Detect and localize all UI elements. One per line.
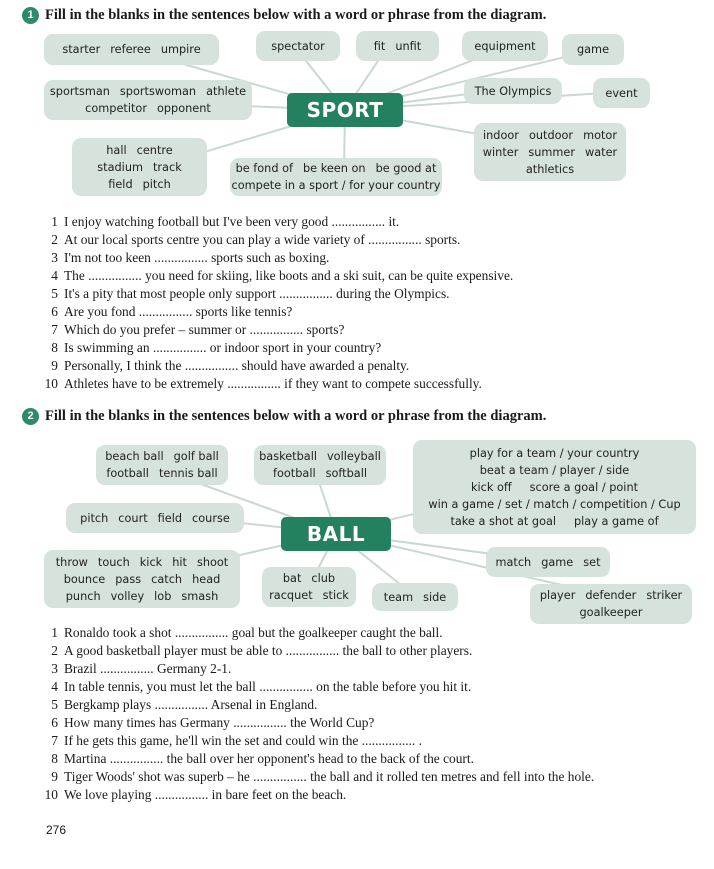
word-pitch: pitch [142, 177, 171, 191]
word-basketball: basketball [259, 450, 317, 463]
word-kick: kick [139, 555, 163, 569]
sentence-number: 8 [51, 340, 58, 355]
word-volleyball: volleyball [326, 450, 381, 463]
word-game: game [576, 43, 610, 56]
word-tennis-ball: tennis ball [158, 467, 218, 480]
sentence-text: A good basketball player must be able to ................ the ball to other players. [64, 643, 473, 658]
word-punch: punch [65, 589, 101, 603]
word-court: court [118, 511, 148, 525]
sentence-number: 2 [51, 232, 58, 247]
word-umpire: umpire [160, 43, 201, 56]
sentence-text: I'm not too keen ................ sports such as boxing. [64, 250, 330, 265]
phrase-be-keen-on: be keen on [303, 162, 366, 175]
sentence [44, 679, 471, 695]
sentence-text: The ................ you need for skiing, like boots and a ski suit, can be quite expensive. [64, 268, 514, 283]
word-team: team [383, 590, 414, 604]
exercise-1-heading [22, 7, 546, 24]
word-beach-ball: beach ball [105, 450, 164, 463]
sentence [44, 643, 472, 659]
sentence-text: Is swimming an ................ or indoor sport in your country? [64, 340, 382, 355]
sentence-number: 10 [44, 376, 58, 391]
word-course: course [192, 511, 230, 525]
sentence [44, 286, 450, 302]
phrase-be-fond-of: be fond of [235, 162, 293, 175]
word-summer: summer [528, 145, 576, 159]
word-stick: stick [322, 589, 349, 602]
word-water: water [585, 145, 618, 159]
sentence [44, 751, 474, 767]
word-equipment: equipment [474, 39, 536, 53]
sentence-text: Bergkamp plays ................ Arsenal in England. [64, 697, 318, 712]
word-hall: hall [106, 143, 127, 157]
word-softball: softball [325, 467, 367, 480]
sentence-text: If he gets this game, he'll win the set and could win the ................ . [64, 733, 422, 748]
word-motor: motor [583, 128, 617, 142]
sentence-text: Ronaldo took a shot ................ goal but the goalkeeper caught the ball. [64, 625, 443, 640]
sentence-text: Athletes have to be extremely ................ if they want to compete successfully. [64, 376, 482, 391]
sentence [44, 250, 329, 266]
word-set: set [583, 555, 601, 569]
sentence-text: Personally, I think the ................ should have awarded a penalty. [64, 358, 410, 373]
sentence [44, 733, 422, 749]
sentence [44, 769, 594, 785]
word-bat: bat [282, 572, 302, 585]
sport-diagram [44, 30, 696, 200]
sentence [44, 232, 460, 248]
word-track: track [152, 160, 182, 174]
word-racquet: racquet [269, 589, 313, 602]
sentence [44, 358, 409, 374]
word-starter: starter [62, 43, 101, 56]
phrase-win-a-game: win a game / set / match / competition / Cup [428, 497, 681, 511]
word-match: match [495, 555, 532, 569]
ball-team-box [372, 583, 458, 611]
sentence-number: 6 [51, 715, 58, 730]
phrase-be-good-at: be good at [375, 162, 437, 175]
sentence-number: 5 [51, 286, 58, 301]
word-spectator: spectator [271, 39, 325, 53]
ball-players-box [530, 584, 692, 624]
word-goalkeeper: goalkeeper [579, 606, 643, 619]
sentence-number: 2 [51, 643, 58, 658]
word-football: football [106, 467, 149, 480]
exercise-2-instruction: Fill in the blanks in the sentences below with a word or phrase from the diagram. [45, 408, 547, 424]
word-football: football [273, 467, 316, 480]
sentence [44, 697, 317, 713]
word-game: game [541, 555, 574, 569]
event-box [593, 78, 650, 108]
sentence [44, 715, 374, 731]
venues-box [72, 138, 207, 196]
word-club: club [311, 572, 336, 585]
word-catch: catch [151, 572, 183, 586]
word-striker: striker [646, 589, 683, 602]
phrase-play-for-a-team: play for a team / your country [469, 446, 640, 460]
sentence-text: Which do you prefer – summer or ................ sports? [64, 322, 345, 337]
phrase-take-a-shot: take a shot at goal play a game of [450, 514, 659, 528]
phrases-box [230, 158, 442, 196]
ball-places-box [66, 503, 244, 533]
sentence-number: 4 [51, 268, 58, 283]
word-volley: volley [110, 589, 145, 603]
word-athletics: athletics [525, 162, 575, 176]
sentence-number: 9 [51, 769, 58, 784]
equipment-box [462, 31, 548, 61]
word-shoot: shoot [196, 555, 229, 569]
phrase-beat-a-team: beat a team / player / side [479, 463, 630, 477]
word-sportsman: sportsman [49, 85, 110, 98]
ball-actions-box [44, 550, 240, 608]
sentence-number: 10 [44, 787, 58, 802]
sentence-number: 8 [51, 751, 58, 766]
sentence [44, 787, 346, 803]
word-lob: lob [154, 589, 172, 603]
exercise-2-heading [22, 408, 546, 425]
word-field: field [108, 177, 133, 191]
sentence-text: We love playing ................ in bare feet on the beach. [64, 787, 347, 802]
sport-hub: SPORT [287, 93, 403, 127]
word-competitor: competitor [85, 102, 147, 115]
word-event: event [605, 86, 638, 100]
sentence-text: Brazil ................ Germany 2-1. [64, 661, 232, 676]
sentence [44, 322, 344, 338]
sentence-text: It's a pity that most people only support ................ during the Olympics. [64, 286, 450, 301]
word-head: head [192, 572, 221, 586]
fitness-box [356, 31, 439, 61]
word-pitch: pitch [80, 511, 109, 525]
sentence [44, 625, 443, 641]
ball-sports-box [254, 445, 386, 485]
exercise-1-number: 1 [22, 7, 39, 24]
ball-hub: BALL [281, 517, 391, 551]
word-indoor: indoor [483, 128, 519, 142]
spectator-box [256, 31, 340, 61]
sentence-text: Are you fond ................ sports like tennis? [64, 304, 293, 319]
ball-types-box [96, 445, 228, 485]
word-opponent: opponent [156, 102, 211, 115]
word-touch: touch [97, 555, 130, 569]
sentence [44, 340, 381, 356]
word-unfit: unfit [395, 39, 422, 53]
sentence [44, 268, 513, 284]
word-throw: throw [55, 555, 88, 569]
ball-phrases-box [413, 440, 696, 534]
officials-box [44, 34, 219, 65]
sentence-number: 7 [51, 733, 58, 748]
phrase-compete-in: compete in a sport / for your country [231, 179, 441, 192]
sentence-text: I enjoy watching football but I've been very good ................ it. [64, 214, 400, 229]
word-defender: defender [585, 589, 637, 602]
word-side: side [423, 590, 447, 604]
sentence [44, 661, 231, 677]
exercise-1-instruction: Fill in the blanks in the sentences below with a word or phrase from the diagram. [45, 7, 547, 23]
sentence [44, 376, 482, 392]
ball-equipment-box [262, 567, 356, 607]
word-stadium: stadium [97, 160, 143, 174]
word-golf-ball: golf ball [173, 450, 219, 463]
word-winter: winter [482, 145, 519, 159]
sentence [44, 304, 292, 320]
word-fit: fit [373, 39, 386, 53]
participants-box [44, 80, 252, 120]
word-player: player [539, 589, 576, 602]
sentence-number: 9 [51, 358, 58, 373]
sentence-text: In table tennis, you must let the ball ................ on the table before you hit it. [64, 679, 472, 694]
sentence-number: 4 [51, 679, 58, 694]
game-box [562, 34, 624, 65]
sport-types-box [474, 123, 626, 181]
word-hit: hit [172, 555, 187, 569]
sentence-number: 3 [51, 661, 58, 676]
word-centre: centre [136, 143, 173, 157]
phrase-kick-off-score: kick off score a goal / point [470, 480, 639, 494]
word-pass: pass [115, 572, 142, 586]
word-sportswoman: sportswoman [119, 85, 197, 98]
sentence-number: 1 [51, 625, 58, 640]
sentence-text: Tiger Woods' shot was superb – he ................ the ball and it rolled ten metres and fell into the hole. [64, 769, 595, 784]
sentence-text: At our local sports centre you can play a wide variety of ................ sports. [64, 232, 461, 247]
sentence-text: Martina ................ the ball over her opponent's head to the back of the court. [64, 751, 474, 766]
word-smash: smash [181, 589, 219, 603]
word-referee: referee [110, 43, 151, 56]
sentence-number: 5 [51, 697, 58, 712]
word-athlete: athlete [206, 85, 247, 98]
sentence-number: 7 [51, 322, 58, 337]
word-bounce: bounce [63, 572, 106, 586]
ball-match-box [486, 547, 610, 577]
word-outdoor: outdoor [528, 128, 574, 142]
exercise-2-number: 2 [22, 408, 39, 425]
sentence-text: How many times has Germany ................ the World Cup? [64, 715, 375, 730]
word-field: field [157, 511, 183, 525]
sentence [44, 214, 399, 230]
word-the-olympics: The Olympics [474, 84, 552, 98]
ball-diagram [44, 437, 696, 627]
sentence-number: 1 [51, 214, 58, 229]
sentence-number: 6 [51, 304, 58, 319]
olympics-box [464, 78, 562, 104]
page-number: 276 [46, 823, 67, 837]
sentence-number: 3 [51, 250, 58, 265]
